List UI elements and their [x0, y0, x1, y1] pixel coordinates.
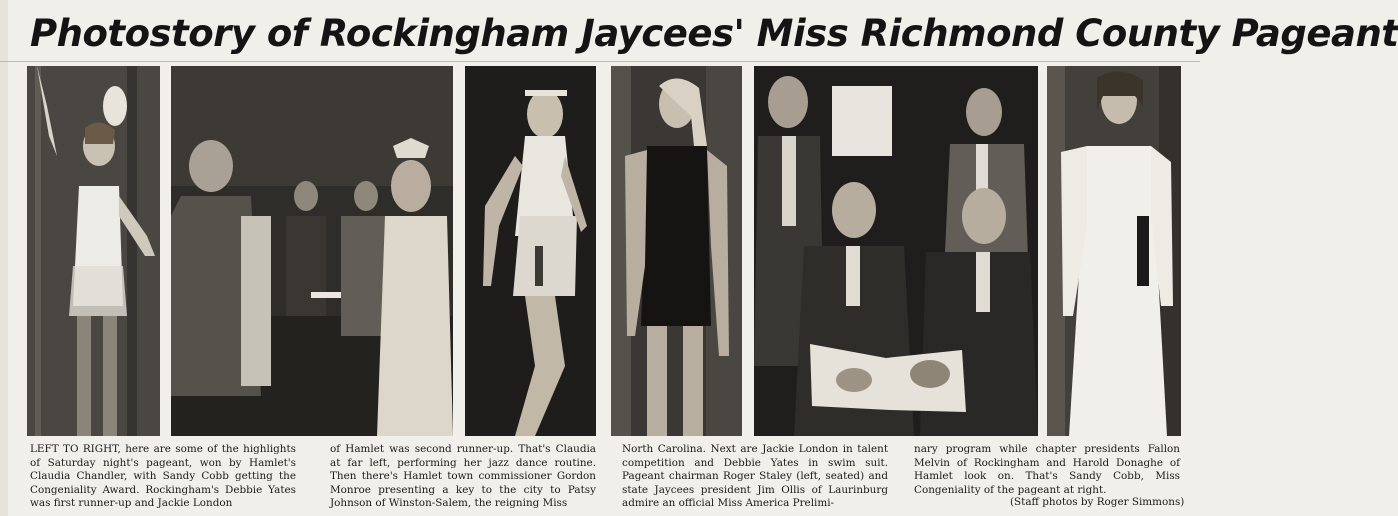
- caption-column-1: LEFT TO RIGHT, here are some of the highlights of Saturday night's pageant, won by Hamlet's Claudia Chandler, with Sandy Cobb getting the Congeniality Award. Rockingham's Debbie Yates was first runner-up and Jackie London: [30, 443, 296, 510]
- miss-congeniality-image: [1047, 66, 1181, 436]
- photo-jazz-dancer: [27, 66, 160, 436]
- key-presentation-image: [171, 66, 453, 436]
- photo-miss-congeniality: [1047, 66, 1181, 436]
- headline-rule: [0, 61, 1200, 62]
- swimsuit-image: [611, 66, 742, 436]
- caption-column-4: nary program while chapter presidents Fallon Melvin of Rockingham and Harold Donaghe of Hamlet look on. That's Sandy Cobb, Miss Congeniality of the pageant at right.: [914, 443, 1180, 496]
- photo-officials-with-magazine: [754, 66, 1038, 436]
- page-headline: Photostory of Rockingham Jaycees' Miss Richmond County Pageant: [30, 12, 1398, 55]
- photo-swimsuit: [611, 66, 742, 436]
- photo-key-presentation: [171, 66, 453, 436]
- photo-credit: (Staff photos by Roger Simmons): [1010, 496, 1185, 508]
- jazz-dancer-image: [27, 66, 160, 436]
- photo-strip: [0, 66, 1200, 438]
- officials-image: [754, 66, 1038, 436]
- caption-column-3: North Carolina. Next are Jackie London in talent competition and Debbie Yates in swim suit. Pageant chairman Roger Staley (left, seated) and state Jaycees president Jim Ollis of Laurinburg admire an official Miss America Prelimi-: [622, 443, 888, 510]
- talent-dancer-image: [465, 66, 596, 436]
- photo-talent-dancer: [465, 66, 596, 436]
- caption-column-2: of Hamlet was second runner-up. That's Claudia at far left, performing her jazz dance routine. Then there's Hamlet town commissioner Gordon Monroe presenting a key to the city to Patsy Johnson of Winston-Salem, the reigning Miss: [330, 443, 596, 510]
